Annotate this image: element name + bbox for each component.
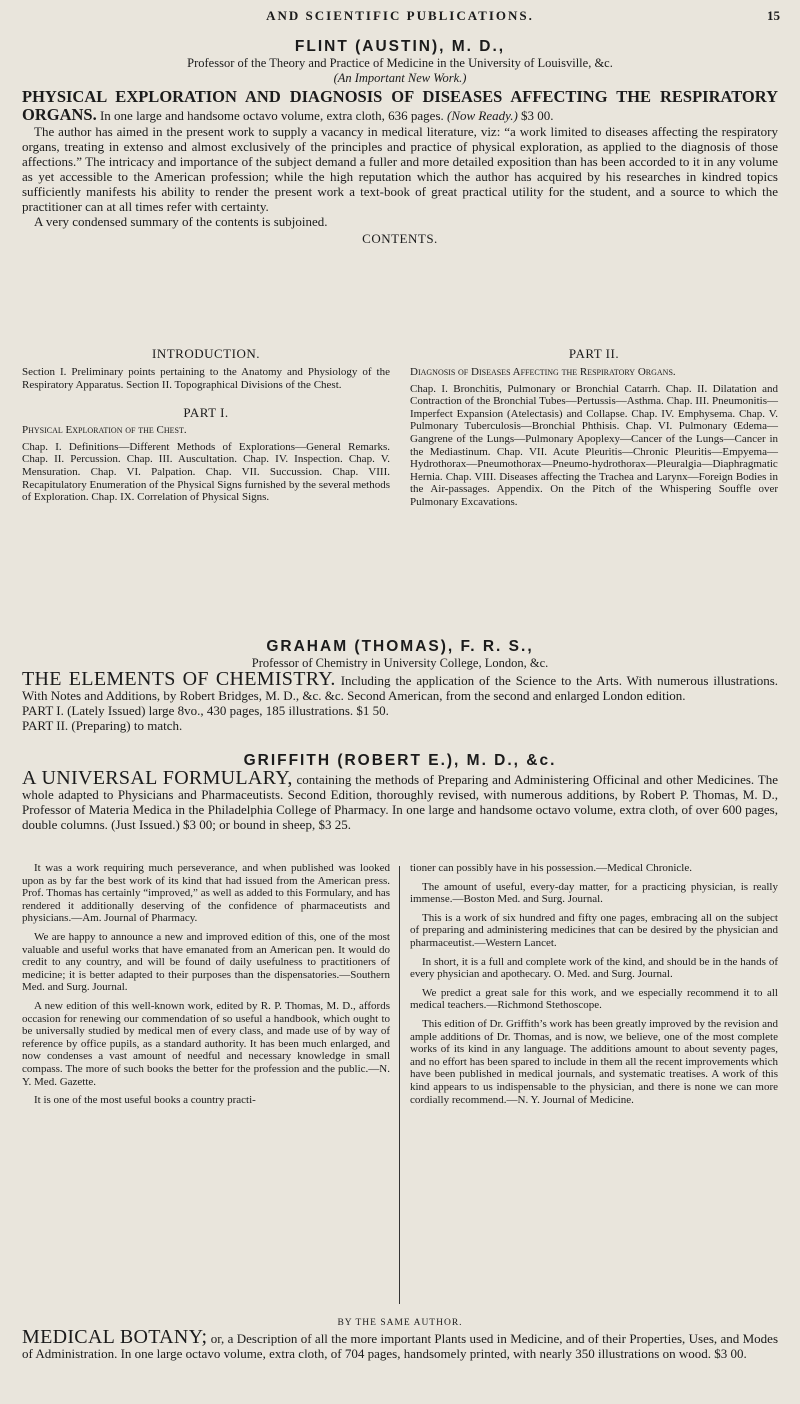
flint-affiliation: Professor of the Theory and Practice of Medicine in the University of Louisville, &c. bbox=[187, 56, 613, 70]
part2-sub: Diagnosis of Diseases Affecting the Respiratory Organs. bbox=[410, 366, 676, 378]
flint-format: In one large and handsome octavo volume, extra cloth, 636 pages. bbox=[96, 108, 448, 123]
part1-text: Chap. I. Definitions—Different Methods of Explorations—General Remarks. Chap. II. Percussion. Chap. III. Auscultation. Chap. IV. Inspection. Chap. V. Mensuration. Chap. VI. Palpation. Chap. VII. Succussion. Chap. VIII. Recapitulatory Enumeration of the Physical Signs furnished by the several methods of Exploration. Chap. IX. Correlation of Physical Signs. bbox=[22, 440, 390, 504]
botany-text: or, a Description of all the more important Plants used in Medicine, and of their Properties, Uses, and Modes of Administration. In one large octavo volume, extra cloth, of 704 pages, handsomely printed, with nearly 350 illustrations on wood. $3 00. bbox=[22, 1331, 778, 1361]
page-number: 15 bbox=[767, 8, 780, 23]
part2-text: Chap. I. Bronchitis, Pulmonary or Bronchial Catarrh. Chap. II. Dilatation and Contraction of the Bronchial Tubes—Pertussis—Asthma. Chap. III. Pneumonitis—Imperfect Expansion (Atelectasis) and Collapse. Chap. IV. Emphysema. Chap. V. Pulmonary Tuberculosis—Bronchial Phthisis. Chap. VI. Pulmonary Œdema—Gangrene of the Lungs—Pulmonary Apoplexy—Cancer of the Lungs—Cancer in the Mediastinum. Chap. VII. Acute Pleuritis—Chronic Pleuritis—Empyema—Hydrothorax—Pneumothorax—Pneumo-hydrothorax—Pleuralgia—Diaphragmatic Hernia. Chap. VIII. Diseases affecting the Trachea and Larynx—Foreign Bodies in the Air-passages. Appendix. On the Pitch of the Whispering Souffle over Pulmonary Excavations. bbox=[410, 382, 778, 508]
medical-botany-entry bbox=[22, 1318, 778, 1361]
flint-description: The author has aimed in the present work to supply a vacancy in medical literature, viz: “a work limited to diseases affecting the respiratory organs, treating in extenso and almost exclusively of the principles and practice of physical exploration, as applied to the diagnosis of those affections.” The intricacy and importance of the subject demand a fuller and more detailed exposition than has been accorded to it in any volume as yet accessible to the American profession; while the high reputation which the author has acquired by his researches in kindred topics sufficiently manifests his ability to render the present work a text-book of great practical utility for the student, and a source to which the practitioner can at all times refer with certainty. bbox=[22, 124, 778, 214]
graham-author: GRAHAM (THOMAS), F. R. S., bbox=[266, 638, 534, 655]
flint-entry bbox=[22, 38, 778, 247]
graham-text: Including the application of the Science to the Arts. With numerous illustrations. With Notes and Additions, by Robert Bridges, M. D., &c. &c. Second American, from the second and enlarged London edition. bbox=[22, 673, 778, 703]
flint-book-line bbox=[22, 88, 778, 124]
running-header: AND SCIENTIFIC PUBLICATIONS. bbox=[266, 8, 534, 23]
reviews-left-column bbox=[22, 862, 390, 1107]
contents-right-column bbox=[410, 346, 778, 509]
graham-title: THE ELEMENTS OF CHEMISTRY. bbox=[22, 668, 336, 690]
graham-part1: PART I. (Lately Issued) large 8vo., 430 pages, 185 illustrations. $1 50. bbox=[22, 703, 389, 718]
review-right-4: In short, it is a full and complete work of the kind, and should be in the hands of every physician and apothecary. O. Med. and Surg. Journal. bbox=[410, 955, 778, 981]
review-right-3: This is a work of six hundred and fifty one pages, embracing all on the subject of preparing and administering medicines that can be desired by the physician and pharmaceutist.—Western Lancet. bbox=[410, 911, 778, 949]
flint-contents bbox=[22, 346, 778, 509]
graham-part2: PART II. (Preparing) to match. bbox=[22, 718, 183, 733]
column-divider bbox=[399, 866, 400, 1304]
review-left-1: It was a work requiring much perseverance, and when published was looked upon as by far the best work of its kind that had issued from the American press. Prof. Thomas has certainly “improved,” as well as added to this Formulary, and has rendered it additionally deserving of the confidence of pharmaceutists and physicians.—Am. Journal of Pharmacy. bbox=[22, 862, 390, 925]
griffith-book-line bbox=[22, 767, 778, 832]
flint-title: PHYSICAL EXPLORATION AND DIAGNOSIS OF DISEASES AFFECTING THE RESPIRATORY ORGANS. bbox=[22, 87, 778, 124]
griffith-text: containing the methods of Preparing and Administering Officinal and other Medicines. The whole adapted to Physicians and Pharmaceutists. Second Edition, thoroughly revised, with numerous additions, by Robert P. Thomas, M. D., Professor of Materia Medica in the Philadelphia College of Pharmacy. In one large and handsome octavo volume, extra cloth, of over 600 pages, double columns. (Just Issued.) $3 00; or bound in sheep, $3 25. bbox=[22, 772, 778, 832]
griffith-title: A UNIVERSAL FORMULARY, bbox=[22, 767, 293, 789]
flint-price: $3 00. bbox=[517, 108, 554, 123]
botany-title: MEDICAL BOTANY; bbox=[22, 1326, 208, 1348]
part1-heading: PART I. bbox=[183, 405, 229, 421]
flint-note: (An Important New Work.) bbox=[333, 71, 467, 85]
graham-entry bbox=[22, 638, 778, 733]
review-right-5: We predict a great sale for this work, and we especially recommend it to all medical teachers.—Richmond Stethoscope. bbox=[410, 986, 778, 1012]
intro-text: Section I. Preliminary points pertaining to the Anatomy and Physiology of the Respiratory Apparatus. Section II. Topographical Divisions of the Chest. bbox=[22, 366, 390, 391]
flint-summary-note: A very condensed summary of the contents is subjoined. bbox=[34, 214, 328, 229]
contents-heading: CONTENTS. bbox=[362, 231, 438, 246]
flint-status: (Now Ready.) bbox=[447, 108, 518, 123]
review-right-1: tioner can possibly have in his possession.—Medical Chronicle. bbox=[410, 862, 692, 874]
contents-left-column bbox=[22, 346, 390, 509]
part1-sub: Physical Exploration of the Chest. bbox=[22, 424, 187, 437]
review-right-6: This edition of Dr. Griffith’s work has been greatly improved by the revision and ample additions of Dr. Thomas, and is now, we believe, one of the most complete works of its kind in any language. The additions amount to about seventy pages, and no effort has been spared to include in them all the recent improvements which have been published in medical journals, and systematic treatises. A work of this kind appears to us indispensable to the physician, and there is none we can more cordially recommend.—N. Y. Journal of Medicine. bbox=[410, 1017, 779, 1106]
review-left-4: It is one of the most useful books a country practi- bbox=[34, 1094, 256, 1107]
graham-affiliation: Professor of Chemistry in University College, London, &c. bbox=[251, 656, 549, 670]
griffith-entry bbox=[22, 752, 778, 832]
same-author-line: BY THE SAME AUTHOR. bbox=[337, 1318, 463, 1328]
reviews-right-column bbox=[410, 862, 778, 1107]
intro-heading: INTRODUCTION. bbox=[152, 346, 260, 361]
griffith-author: GRIFFITH (ROBERT E.), M. D., &c. bbox=[243, 752, 557, 769]
review-right-2: The amount of useful, every-day matter, for a practicing physician, is really immense.—Boston Med. and Surg. Journal. bbox=[410, 880, 778, 906]
graham-book-line bbox=[22, 668, 778, 703]
griffith-reviews bbox=[22, 862, 778, 1107]
part2-heading: PART II. bbox=[568, 346, 620, 361]
review-left-2: We are happy to announce a new and improved edition of this, one of the most valuable and useful works that have emanated from an American pen. It would do credit to any country, and will be found of daily usefulness to practitioners of medicine; it is better adapted to their purposes than the dispensatories.—Southern Med. and Surg. Journal. bbox=[22, 930, 390, 994]
botany-book-line bbox=[22, 1326, 778, 1361]
review-left-3: A new edition of this well-known work, edited by R. P. Thomas, M. D., affords occasion for renewing our commendation of so useful a handbook, which ought to be universally studied by medical men of every class, and made use of by way of reference by office pupils, as a standard authority. It has been much enlarged, and now condenses a vast amount of needful and necessary knowledge in small compass. The more of such books the better for the profession and the public.—N. Y. Med. Gazette. bbox=[22, 999, 390, 1088]
flint-author: FLINT (AUSTIN), M. D., bbox=[294, 38, 506, 55]
